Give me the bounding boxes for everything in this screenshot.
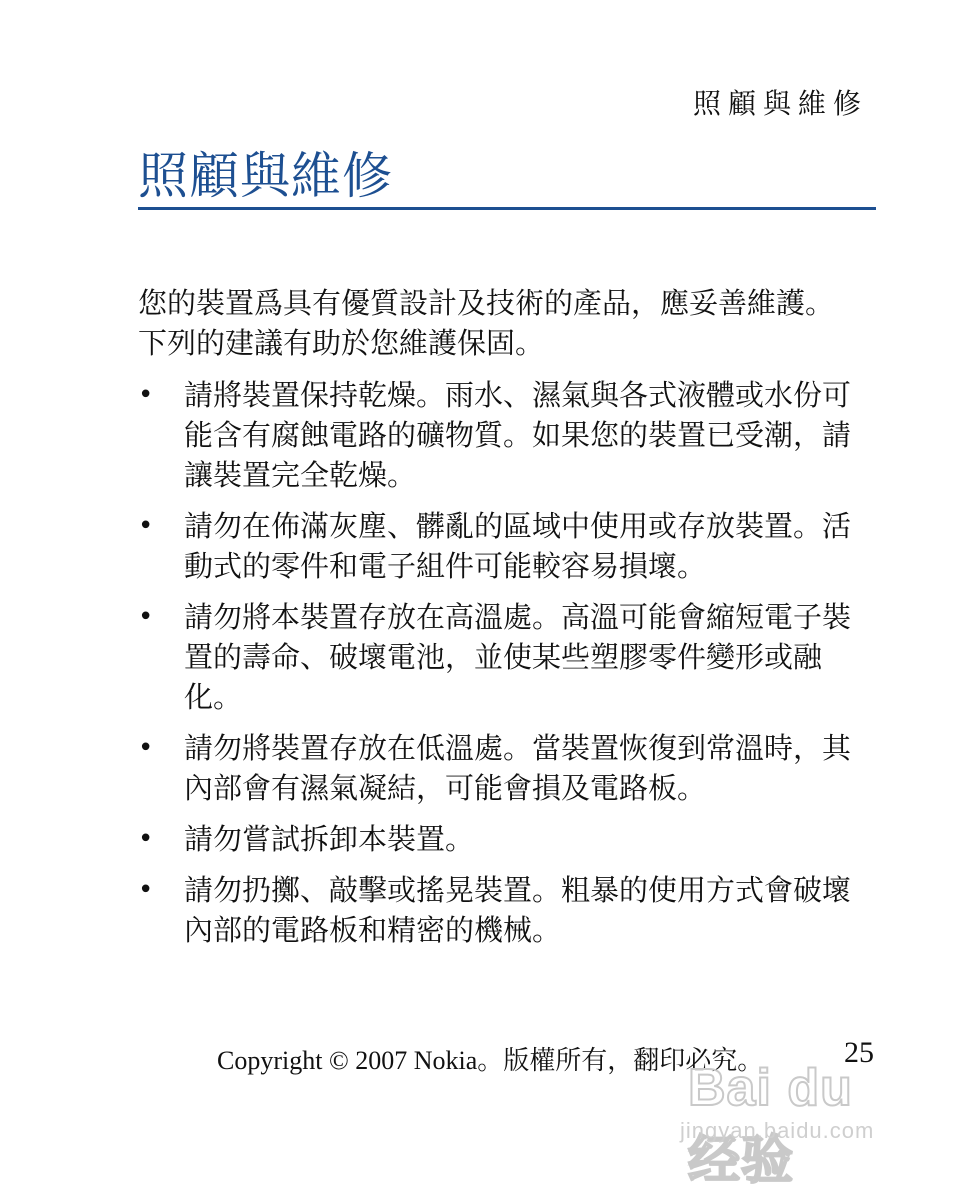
bullet-icon: • (138, 380, 154, 410)
watermark-logo: Bai du 经验 (688, 1059, 853, 1190)
copyright-footer: Copyright © 2007 Nokia。版權所有，翻印必究。 (217, 1046, 764, 1075)
list-item-text: 請勿將裝置存放在低溫處。當裝置恢復到常溫時，其內部會有濕氣凝結，可能會損及電路板。 (184, 731, 852, 805)
care-list (138, 375, 868, 950)
running-header: 照顧與維修 (692, 87, 868, 120)
list-item-text: 請將裝置保持乾燥。雨水、濕氣與各式液體或水份可能含有腐蝕電路的礦物質。如果您的裝置已受潮，請讓裝置完全乾燥。 (184, 378, 852, 492)
list-item (138, 375, 856, 495)
list-item (138, 819, 856, 859)
list-item (138, 728, 856, 808)
title-underline (138, 207, 876, 210)
list-item (138, 597, 856, 717)
page-title: 照顧與維修 (138, 147, 393, 205)
list-item (138, 506, 856, 586)
list-item-text: 請勿將本裝置存放在高溫處。高溫可能會縮短電子裝置的壽命、破壞電池，並使某些塑膠零件變形或融化。 (184, 600, 852, 714)
bullet-icon: • (138, 824, 154, 854)
watermark-url: jingyan.baidu.com (680, 1118, 875, 1143)
intro-paragraph: 您的裝置爲具有優質設計及技術的產品，應妥善維護。下列的建議有助於您維護保固。 (138, 286, 835, 360)
bullet-icon: • (138, 602, 154, 632)
bullet-icon: • (138, 875, 154, 905)
content-body (138, 283, 868, 961)
list-item-text: 請勿嘗試拆卸本裝置。 (184, 822, 475, 856)
list-item-text: 請勿在佈滿灰塵、髒亂的區域中使用或存放裝置。活動式的零件和電子組件可能較容易損壞。 (184, 509, 852, 583)
baidu-watermark (680, 1058, 920, 1190)
list-item-text: 請勿扔擲、敲擊或搖晃裝置。粗暴的使用方式會破壞內部的電路板和精密的機械。 (184, 873, 852, 947)
list-item (138, 870, 856, 950)
bullet-icon: • (138, 511, 154, 541)
bullet-icon: • (138, 733, 154, 763)
page-number: 25 (844, 1036, 874, 1069)
